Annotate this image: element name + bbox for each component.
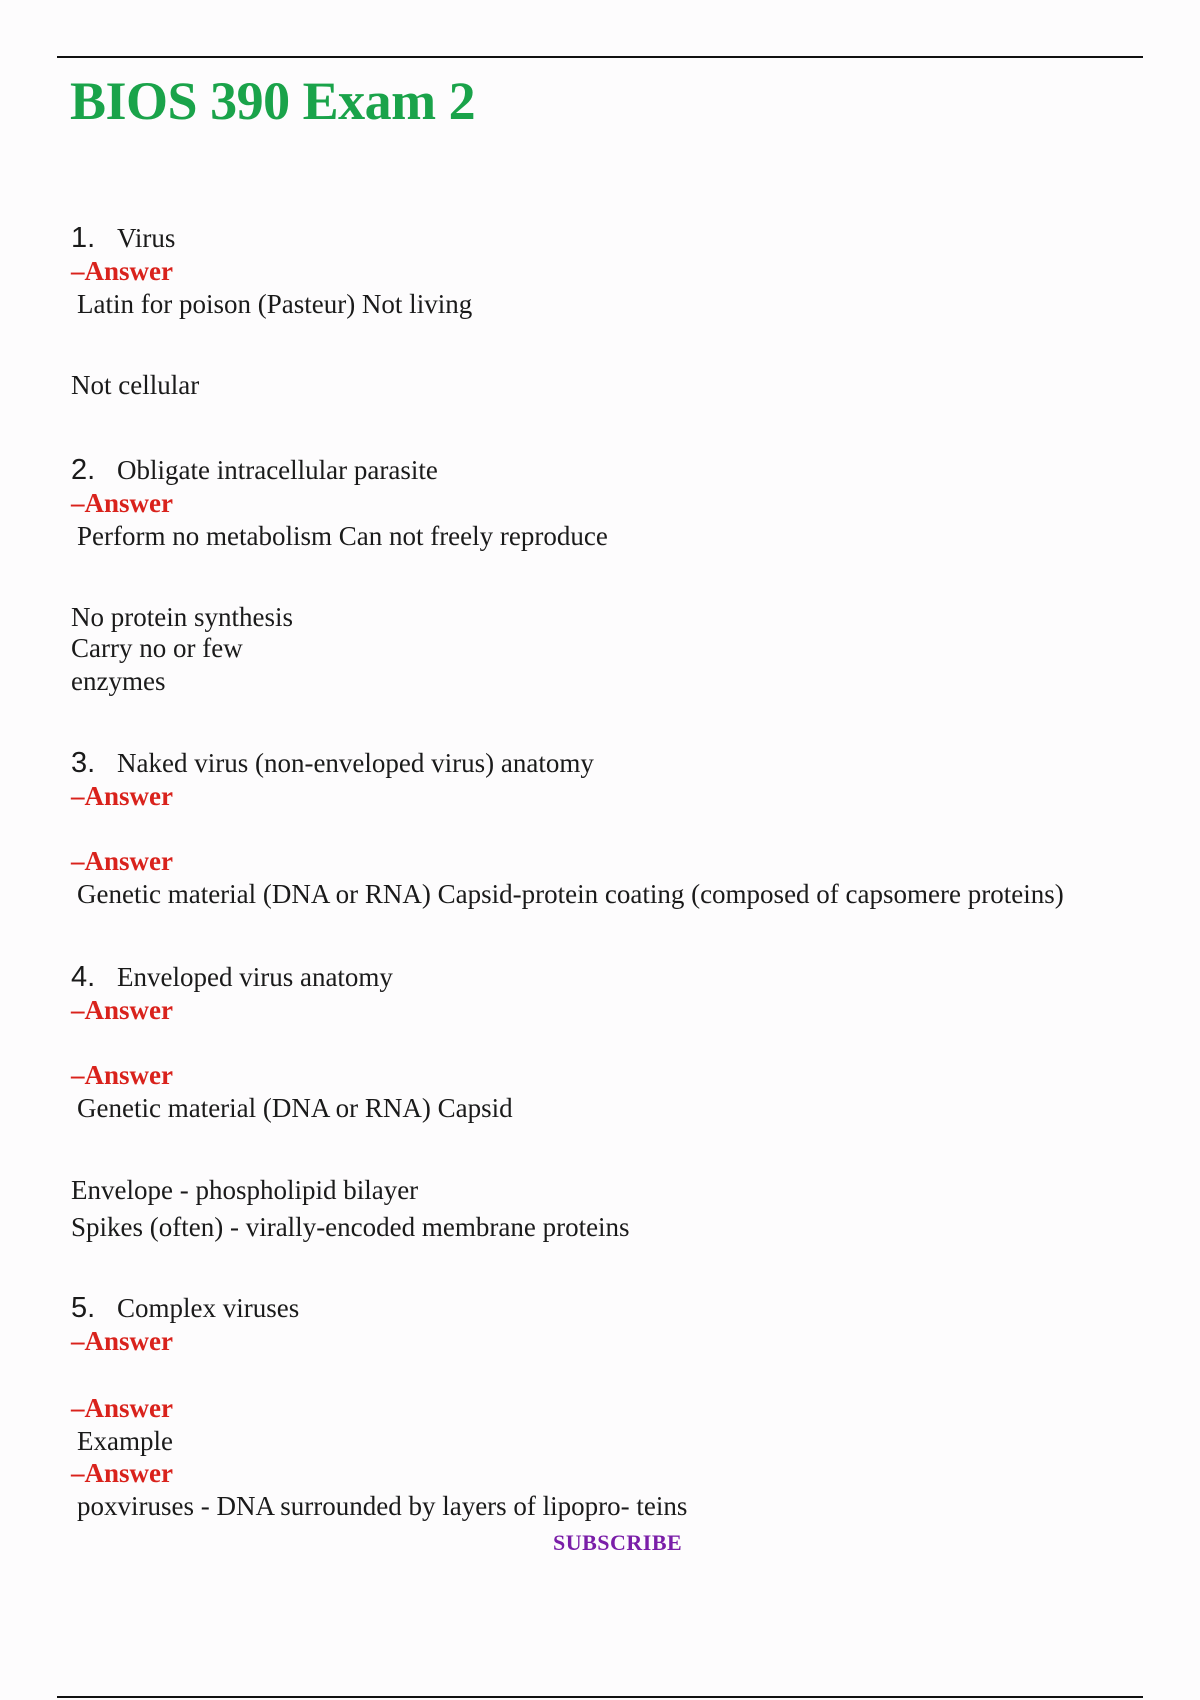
answer-text: Genetic material (DNA or RNA) Capsid-protein coating (composed of capsomere proteins) — [77, 879, 1064, 909]
answer-label: –Answer — [71, 1060, 173, 1090]
question-number: 2. — [71, 454, 96, 486]
bottom-rule — [57, 1696, 1143, 1698]
question-text: Virus — [117, 223, 176, 253]
answer-text: Envelope - phospholipid bilayer — [71, 1175, 419, 1205]
answer-label: –Answer — [71, 995, 173, 1025]
answer-text: Perform no metabolism Can not freely reproduce — [77, 521, 608, 551]
answer-label: –Answer — [71, 846, 173, 876]
question-number: 1. — [71, 222, 96, 254]
answer-text: Spikes (often) - virally-encoded membrane proteins — [71, 1212, 630, 1242]
question-text: Naked virus (non-enveloped virus) anatomy — [117, 748, 594, 778]
question-2 — [71, 454, 438, 486]
answer-label: –Answer — [71, 1326, 173, 1356]
question-5 — [71, 1292, 299, 1324]
question-4 — [71, 961, 393, 993]
answer-text: Carry no or few — [71, 633, 243, 663]
answer-text: Genetic material (DNA or RNA) Capsid — [77, 1093, 513, 1123]
answer-text: enzymes — [71, 666, 166, 696]
question-number: 5. — [71, 1292, 96, 1324]
page-title: BIOS 390 Exam 2 — [70, 71, 476, 131]
answer-text: Example — [77, 1426, 173, 1456]
top-rule — [57, 56, 1143, 58]
question-text: Obligate intracellular parasite — [117, 455, 438, 485]
answer-text: Not cellular — [71, 370, 200, 400]
answer-label: –Answer — [71, 256, 173, 286]
question-3 — [71, 747, 594, 779]
answer-label: –Answer — [71, 1458, 173, 1488]
answer-label: –Answer — [71, 1393, 173, 1423]
question-1 — [71, 222, 175, 254]
question-text: Enveloped virus anatomy — [117, 962, 393, 992]
question-text: Complex viruses — [117, 1293, 300, 1323]
answer-text: poxviruses - DNA surrounded by layers of lipopro- teins — [77, 1491, 688, 1521]
question-number: 3. — [71, 747, 96, 779]
answer-label: –Answer — [71, 488, 173, 518]
answer-label: –Answer — [71, 781, 173, 811]
answer-text: Latin for poison (Pasteur) Not living — [77, 289, 473, 319]
question-number: 4. — [71, 961, 96, 993]
subscribe-link[interactable]: SUBSCRIBE — [553, 1530, 683, 1555]
answer-text: No protein synthesis — [71, 602, 293, 632]
